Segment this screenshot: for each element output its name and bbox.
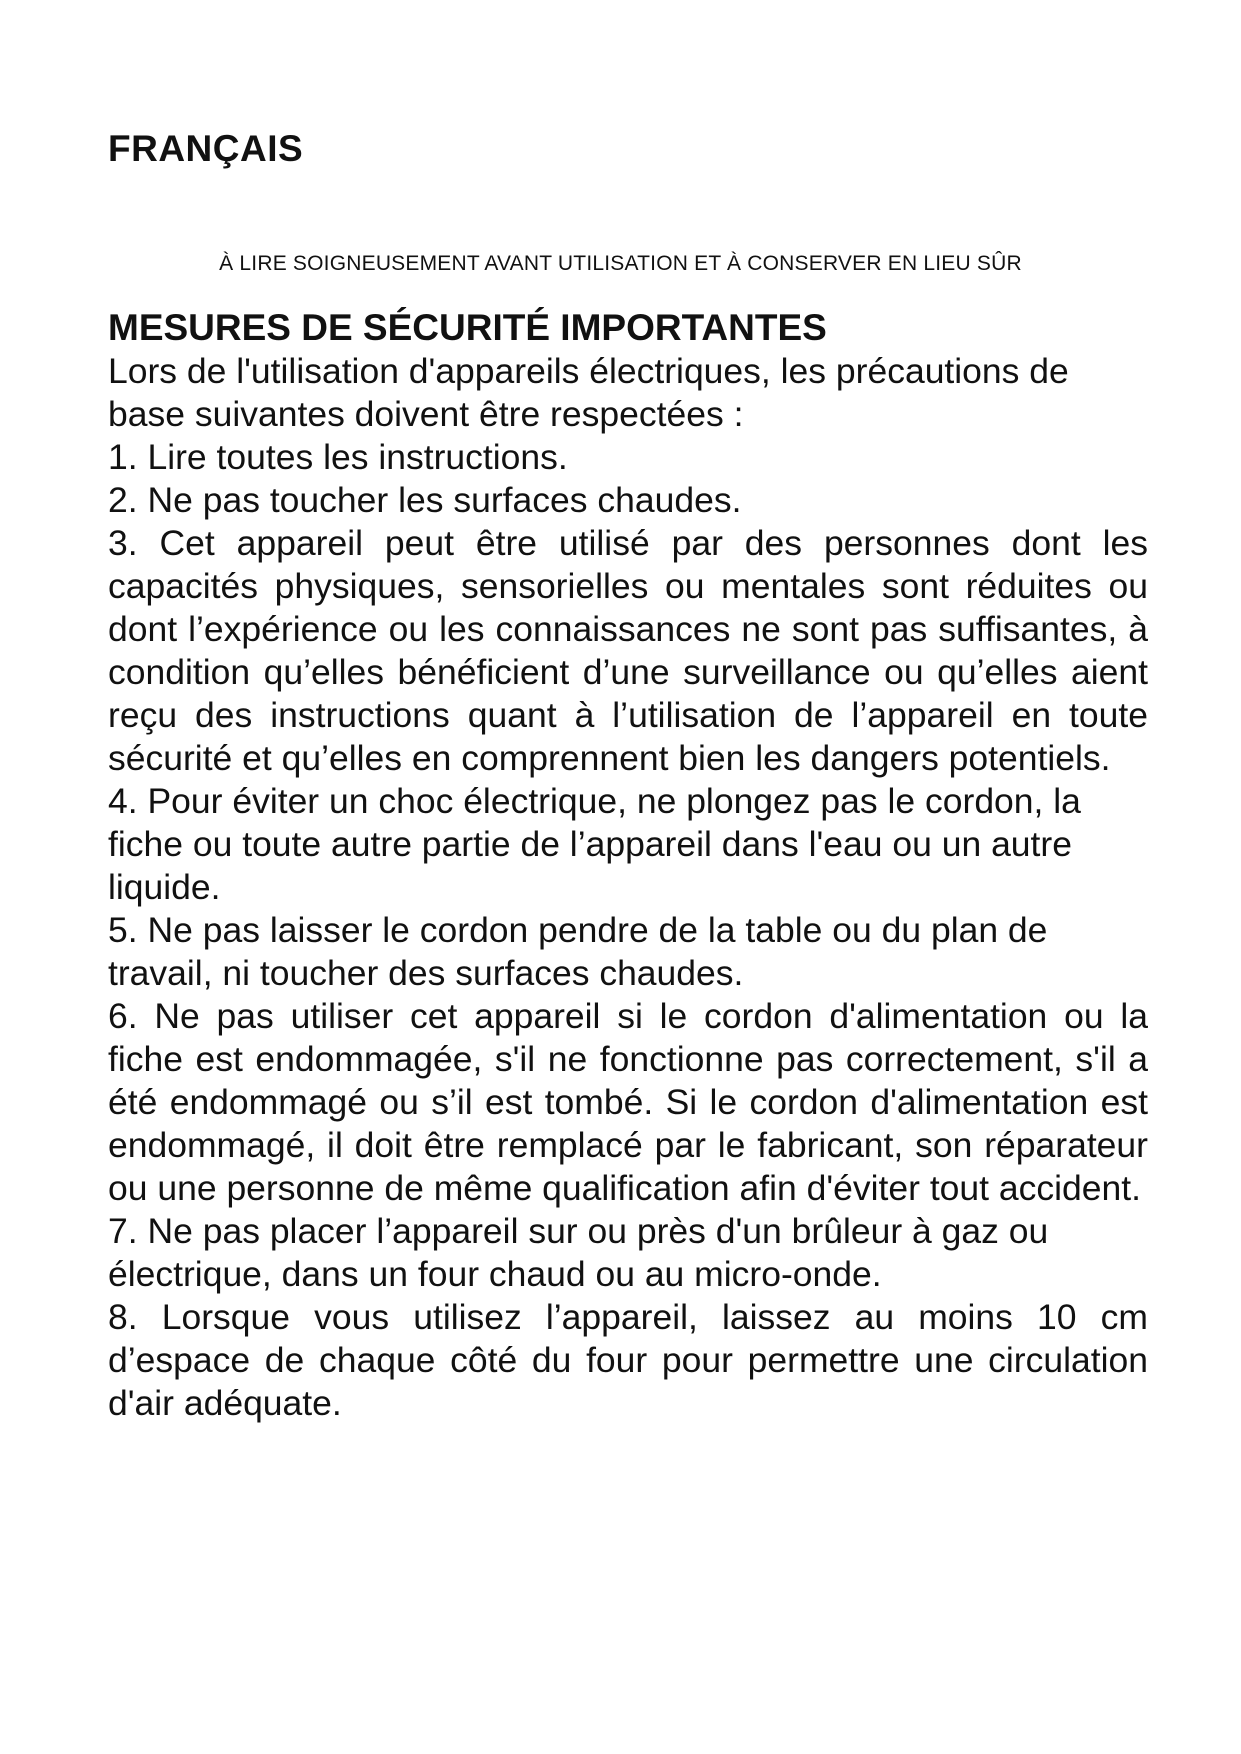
language-heading: FRANÇAIS (108, 128, 304, 169)
section-title: MESURES DE SÉCURITÉ IMPORTANTES (108, 307, 827, 348)
safety-item-8: 8. Lorsque vous utilisez l’appareil, laissez au moins 10 cm d’espace de chaque côté du four pour permettre une circulation d'air adéquate. (108, 1297, 1148, 1423)
safety-item-5: 5. Ne pas laisser le cordon pendre de la table ou du plan de travail, ni toucher des surfaces chaudes. (108, 910, 1048, 993)
safety-section (108, 306, 1148, 1425)
safety-item-2: 2. Ne pas toucher les surfaces chaudes. (108, 480, 742, 520)
safety-item-1: 1. Lire toutes les instructions. (108, 437, 568, 477)
safety-item-3: 3. Cet appareil peut être utilisé par des personnes dont les capacités physiques, sensorielles ou mentales sont réduites ou dont l’expérience ou les connaissances ne sont pas suffisantes, à condition qu’elles bénéficient d’une surveillance ou qu’elles aient reçu des instructions quant à l’utilisation de l’appareil en toute sécurité et qu’elles en comprennent bien les dangers potentiels. (108, 523, 1148, 778)
intro-paragraph: Lors de l'utilisation d'appareils électriques, les précautions de base suivantes doivent être respectées : (108, 351, 1069, 434)
safety-body (108, 350, 1148, 1425)
safety-item-7: 7. Ne pas placer l’appareil sur ou près d'un brûleur à gaz ou électrique, dans un four chaud ou au micro-onde. (108, 1211, 1049, 1294)
safety-item-6: 6. Ne pas utiliser cet appareil si le cordon d'alimentation ou la fiche est endommagée, s'il ne fonctionne pas correctement, s'il a été endommagé ou s’il est tombé. Si le cordon d'alimentation est endommagé, il doit être remplacé par le fabricant, son réparateur ou une personne de même qualification afin d'éviter tout accident. (108, 996, 1148, 1208)
read-carefully-notice: À LIRE SOIGNEUSEMENT AVANT UTILISATION ET À CONSERVER EN LIEU SÛR (219, 252, 1022, 275)
safety-item-4: 4. Pour éviter un choc électrique, ne plongez pas le cordon, la fiche ou toute autre partie de l’appareil dans l'eau ou un autre liquide. (108, 781, 1081, 907)
